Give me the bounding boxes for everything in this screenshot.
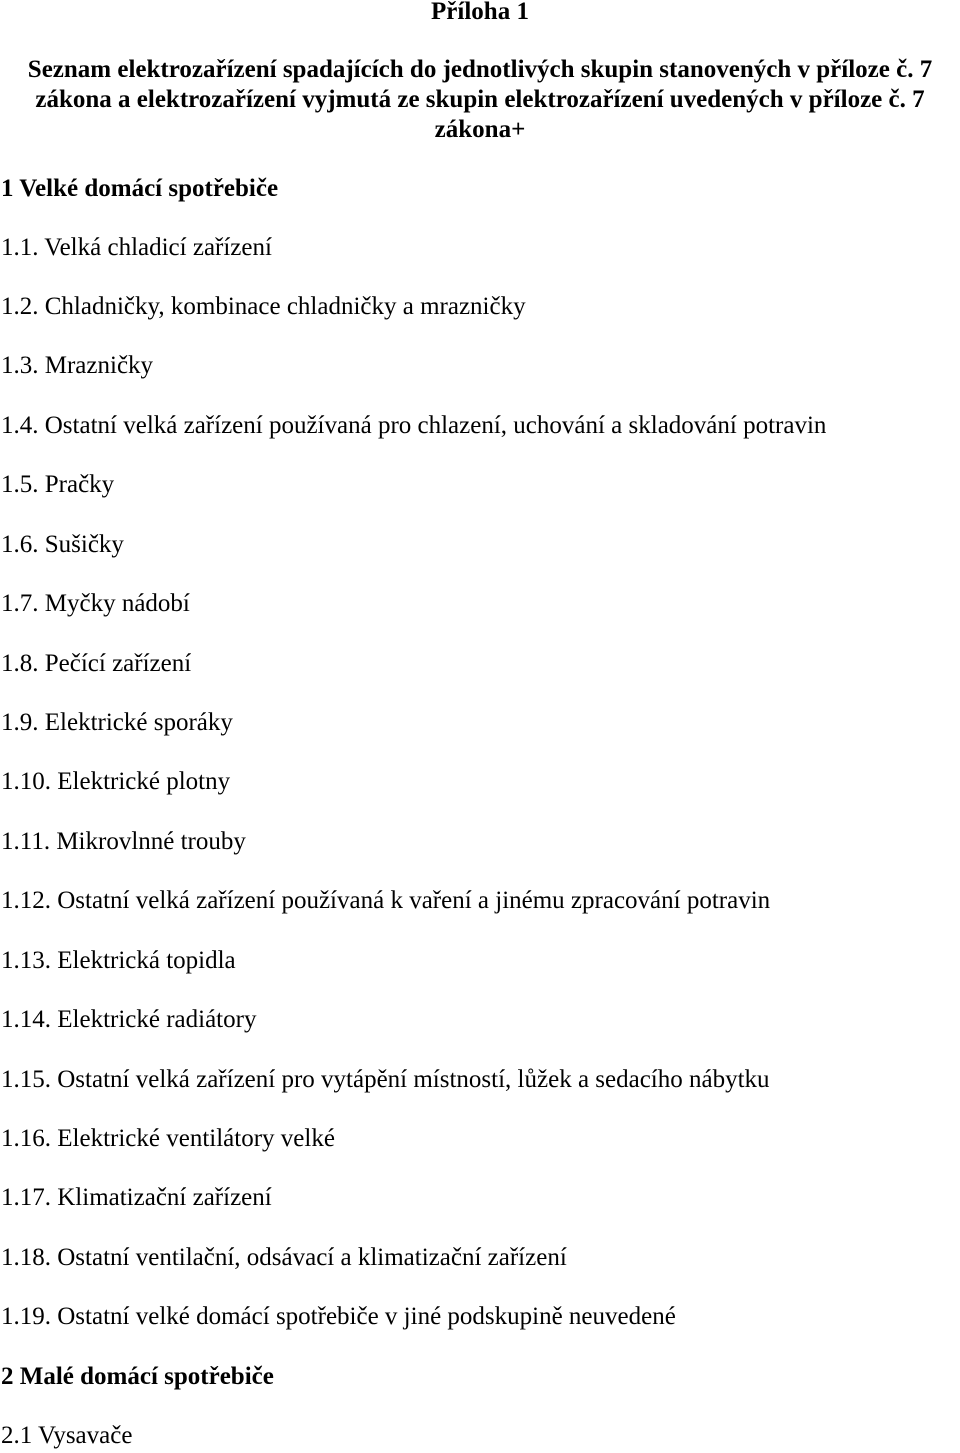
heading-line-2: zákona a elektrozařízení vyjmutá ze skupin elektrozařízení uvedených v příloze č. 7	[35, 86, 925, 113]
list-item-1-10: 1.10. Elektrické plotny	[1, 768, 231, 795]
list-item-1-2: 1.2. Chladničky, kombinace chladničky a mrazničky	[1, 293, 526, 320]
list-item-1-3: 1.3. Mrazničky	[1, 352, 154, 379]
list-item-1-8: 1.8. Pečící zařízení	[1, 650, 192, 677]
list-item-1-4: 1.4. Ostatní velká zařízení používaná pro chlazení, uchování a skladování potravin	[1, 412, 827, 439]
list-item-1-16: 1.16. Elektrické ventilátory velké	[1, 1125, 335, 1152]
list-item-1-1: 1.1. Velká chladicí zařízení	[1, 234, 272, 261]
list-item-1-9: 1.9. Elektrické sporáky	[1, 709, 233, 736]
group-1-title: 1 Velké domácí spotřebiče	[1, 175, 279, 202]
heading-line-3: zákona+	[434, 116, 526, 143]
list-item-1-17: 1.17. Klimatizační zařízení	[1, 1184, 272, 1211]
list-item-1-14: 1.14. Elektrické radiátory	[1, 1006, 257, 1033]
list-item-1-7: 1.7. Myčky nádobí	[1, 590, 190, 617]
list-item-1-19: 1.19. Ostatní velké domácí spotřebiče v jiné podskupině neuvedené	[1, 1303, 676, 1330]
list-item-1-12: 1.12. Ostatní velká zařízení používaná k vaření a jinému zpracování potravin	[1, 887, 771, 914]
list-item-1-13: 1.13. Elektrická topidla	[1, 947, 236, 974]
appendix-title: Příloha 1	[431, 0, 529, 25]
list-item-1-15: 1.15. Ostatní velká zařízení pro vytápění místností, lůžek a sedacího nábytku	[1, 1066, 770, 1093]
list-item-1-5: 1.5. Pračky	[1, 471, 115, 498]
list-item-1-11: 1.11. Mikrovlnné trouby	[1, 828, 246, 855]
list-item-2-1: 2.1 Vysavače	[1, 1422, 133, 1449]
list-item-1-6: 1.6. Sušičky	[1, 531, 124, 558]
list-item-1-18: 1.18. Ostatní ventilační, odsávací a klimatizační zařízení	[1, 1244, 567, 1271]
document-heading	[0, 55, 960, 145]
heading-line-1: Seznam elektrozařízení spadajících do jednotlivých skupin stanovených v příloze č. 7	[27, 56, 933, 83]
group-2-title: 2 Malé domácí spotřebiče	[1, 1363, 274, 1390]
